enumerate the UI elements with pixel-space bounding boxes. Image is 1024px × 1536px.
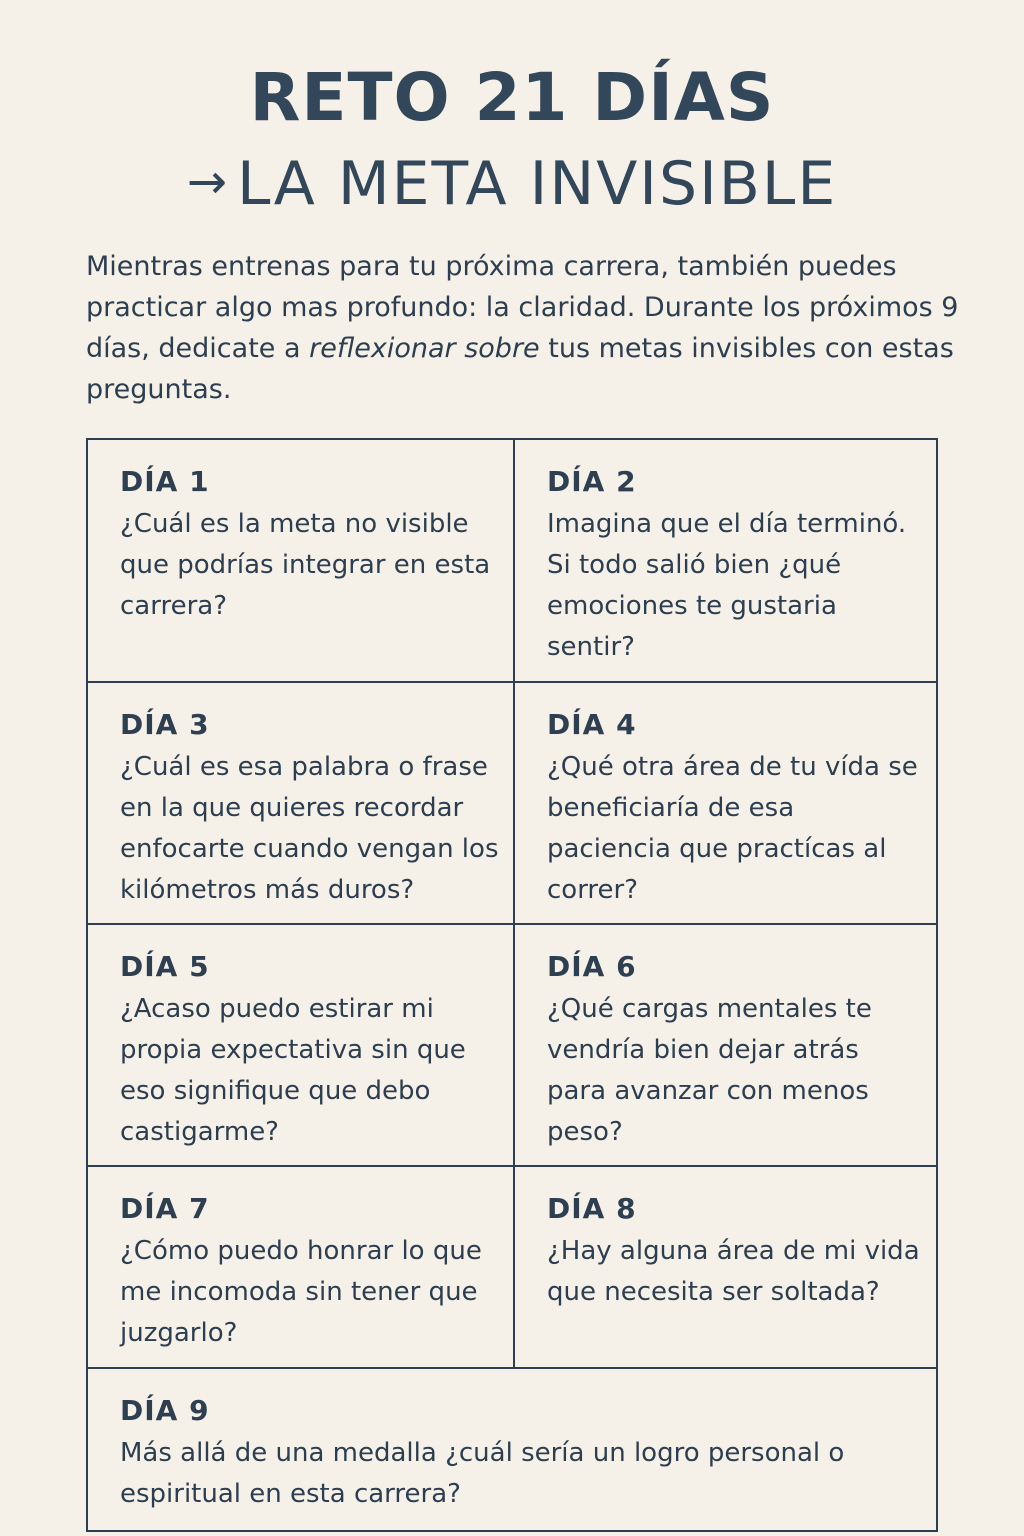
day-label: DÍA 2 <box>547 465 637 498</box>
questions-grid <box>86 438 938 1532</box>
day-card-6 <box>515 925 936 1165</box>
day-card-9 <box>88 1369 936 1530</box>
page-title: RETO 21 DÍAS <box>249 59 775 136</box>
day-question: Más allá de una medalla ¿cuál sería un logro personal o espiritual en esta carrera? <box>120 1438 845 1509</box>
page-subtitle <box>0 142 1024 224</box>
day-label: DÍA 6 <box>547 950 637 983</box>
intro-text-1: Mientras entrenas para tu próxima carrera, también puedes practicar algo mas profundo: la claridad. Durante los próximos 9 días, dedicate a <box>86 251 959 364</box>
day-card-4 <box>515 683 936 923</box>
day-card-2 <box>515 440 936 681</box>
day-label: DÍA 5 <box>120 950 210 983</box>
day-card-8 <box>515 1167 936 1367</box>
subtitle-text: LA META INVISIBLE <box>236 149 838 219</box>
day-label: DÍA 4 <box>547 708 637 741</box>
day-label: DÍA 1 <box>120 465 210 498</box>
day-question: ¿Qué cargas mentales te vendría bien dejar atrás para avanzar con menos peso? <box>547 994 872 1147</box>
day-label: DÍA 7 <box>120 1192 210 1225</box>
day-question: ¿Qué otra área de tu vída se beneficiaría de esa paciencia que practícas al correr? <box>547 752 918 905</box>
day-question: ¿Cómo puedo honrar lo que me incomoda sin tener que juzgarlo? <box>120 1236 482 1348</box>
day-card-1 <box>88 440 513 681</box>
day-card-3 <box>88 683 513 923</box>
day-label: DÍA 3 <box>120 708 210 741</box>
day-label: DÍA 9 <box>120 1394 210 1427</box>
intro-emphasis: reflexionar sobre <box>309 333 540 364</box>
day-question: ¿Hay alguna área de mi vida que necesita ser soltada? <box>547 1236 920 1307</box>
day-card-7 <box>88 1167 513 1367</box>
day-card-5 <box>88 925 513 1165</box>
day-question: ¿Cuál es la meta no visible que podrías integrar en esta carrera? <box>120 509 491 621</box>
day-label: DÍA 8 <box>547 1192 637 1225</box>
day-question: Imagina que el día terminó. Si todo salió bien ¿qué emociones te gustaria sentir? <box>547 509 907 662</box>
day-question: ¿Cuál es esa palabra o frase en la que quieres recordar enfocarte cuando vengan los kilómetros más duros? <box>120 752 499 905</box>
arrow-right-icon: → <box>186 154 229 210</box>
intro-text-2: tus metas invisibles con estas preguntas. <box>86 333 954 405</box>
day-question: ¿Acaso puedo estirar mi propia expectativa sin que eso signifique que debo castigarme? <box>120 994 466 1147</box>
intro-paragraph <box>86 246 966 410</box>
